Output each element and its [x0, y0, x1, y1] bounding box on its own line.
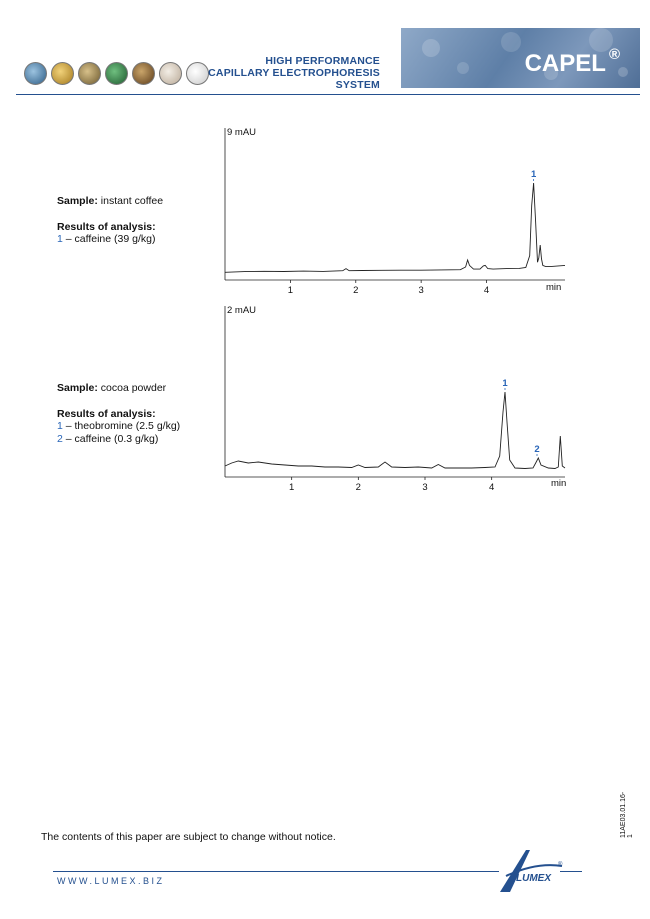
peak-label-2: 2 — [534, 444, 540, 455]
x-tick-label-3: 3 — [422, 482, 428, 493]
chart-1-trace — [225, 183, 565, 272]
lumex-logo — [496, 848, 568, 896]
sample-1-label: Sample: — [57, 195, 98, 207]
document-code: 11AE03.01.16-1 — [620, 791, 634, 838]
header-title-line-2: CAPILLARY ELECTROPHORESIS — [208, 67, 380, 79]
chart-2-trace — [225, 392, 565, 469]
sample-1-line — [57, 195, 163, 208]
electropherogram-instant-coffee — [215, 120, 575, 298]
header-title — [120, 55, 380, 91]
header-title-line-1: HIGH PERFORMANCE — [265, 55, 380, 67]
sample-1-info — [57, 195, 163, 246]
lumex-logo-swoosh-icon — [500, 850, 530, 892]
sample-2-result-1: 1 – theobromine (2.5 g/kg) — [57, 420, 181, 432]
y-axis-label: 9 mAU — [227, 127, 257, 138]
brand-banner — [401, 28, 640, 88]
brand-registered-mark: ® — [608, 46, 620, 63]
sample-2-results-title: Results of analysis: — [57, 407, 156, 420]
sample-2-label: Sample: — [57, 382, 98, 394]
footer-divider — [53, 871, 499, 872]
brand-name: CAPEL ® — [524, 46, 620, 77]
x-tick-label-2: 2 — [355, 482, 361, 493]
x-axis-label: min — [546, 282, 562, 293]
lumex-logo-text: LUMEX — [516, 873, 551, 884]
footer-website-link[interactable]: WWW.LUMEX.BIZ — [57, 876, 165, 886]
header-title-line-3: SYSTEM — [335, 79, 380, 91]
header-divider — [16, 94, 640, 95]
electropherogram-cocoa-powder — [215, 300, 575, 494]
sample-icon-grain — [51, 62, 74, 85]
x-tick-label-4: 4 — [483, 285, 490, 296]
x-tick-label-1: 1 — [287, 285, 294, 296]
footer-notice: The contents of this paper are subject to change without notice. — [41, 831, 336, 843]
sample-2-value: cocoa powder — [100, 382, 167, 394]
sample-1-results-title: Results of analysis: — [57, 220, 156, 233]
x-tick-label-2: 2 — [353, 285, 359, 296]
sample-1-value: instant coffee — [100, 195, 164, 207]
x-tick-label-3: 3 — [418, 285, 424, 296]
sample-1-result-1: 1 – caffeine (39 g/kg) — [57, 233, 156, 245]
x-tick-label-4: 4 — [489, 482, 495, 493]
y-axis-label: 2 mAU — [227, 305, 257, 316]
peak-label-1: 1 — [530, 168, 537, 180]
sample-icon-food — [78, 62, 101, 85]
sample-2-info — [57, 382, 180, 445]
x-tick-label-1: 1 — [289, 482, 295, 493]
sample-2-result-2: 2 – caffeine (0.3 g/kg) — [57, 432, 159, 445]
peak-label-1: 1 — [502, 378, 508, 389]
x-axis-label: min — [551, 478, 567, 489]
lumex-logo-registered-mark: ® — [558, 862, 563, 868]
sample-icon-water — [24, 62, 47, 85]
sample-2-line — [57, 382, 180, 395]
